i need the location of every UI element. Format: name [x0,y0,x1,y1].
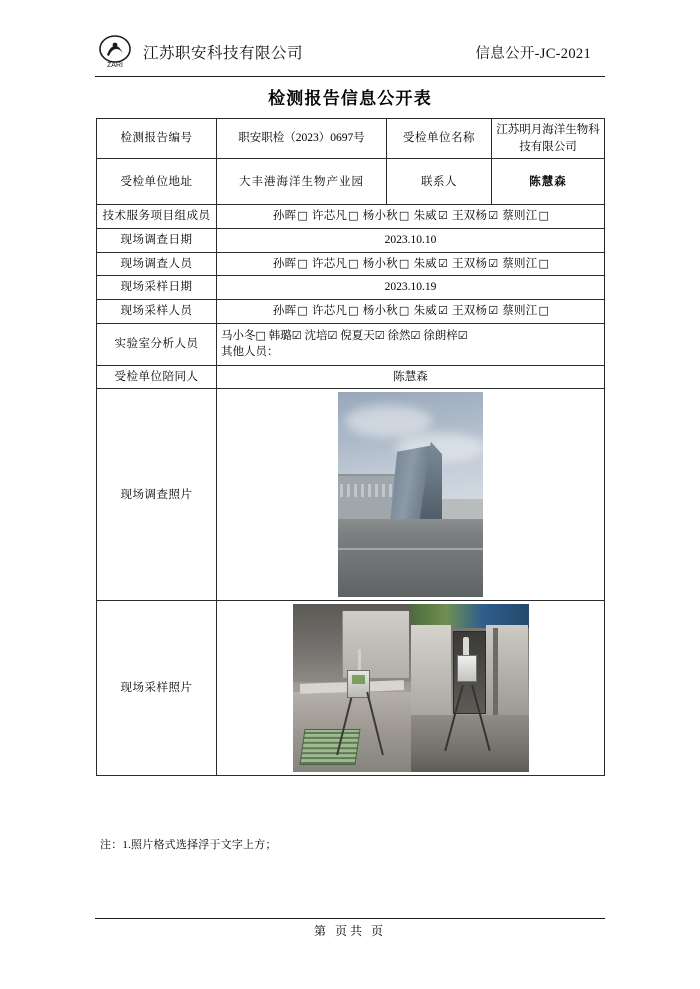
person-checkbox[interactable]: ☑ [457,328,468,342]
sampling-staff-list [217,300,605,324]
person-checkbox[interactable]: ☑ [488,304,499,318]
team-label: 技术服务项目组成员 [97,205,217,229]
table-row [97,365,605,389]
person-checkbox[interactable]: ☑ [327,328,338,342]
sampling-photo-right [411,604,529,772]
lab-staff-label: 实验室分析人员 [97,323,217,365]
table-row [97,300,605,324]
person-checkbox[interactable]: □ [538,209,550,223]
table-row-sampling-photo [97,601,605,776]
person-name: 沈培 [304,329,328,342]
table-row [97,229,605,253]
person-checkbox[interactable]: ☑ [437,256,449,270]
document-code: 信息公开-JC-2021 [475,45,591,62]
escort-label: 受检单位陪同人 [97,365,217,389]
photo-wall-left [411,625,451,722]
person-checkbox[interactable]: □ [398,209,410,223]
company-name: 江苏职安科技有限公司 [143,45,304,62]
person-checkbox[interactable]: □ [348,209,359,223]
photo-road-line [338,548,483,550]
survey-staff-list [217,252,605,276]
person-checkbox[interactable]: ☑ [374,328,385,342]
person-checkbox[interactable]: ☑ [488,256,499,270]
survey-date-value: 2023.10.10 [217,229,605,253]
person-checkbox[interactable]: □ [398,256,410,270]
photo-ground [338,519,483,597]
person-name: 朱威 [413,210,437,223]
person-name: 徐朗梓 [423,329,458,342]
table-row [97,119,605,159]
client-address-value: 大丰港海洋生物产业园 [217,159,387,205]
person-name: 徐然 [387,329,411,342]
footer-divider [95,918,605,919]
page-header [95,28,605,77]
contact-label: 联系人 [387,159,492,205]
person-checkbox[interactable]: □ [538,256,550,270]
person-name: 许芯凡 [312,305,348,318]
table-row [97,159,605,205]
sampler-instrument [457,655,477,682]
person-checkbox[interactable]: □ [538,304,550,318]
person-name: 倪夏天 [340,329,375,342]
company-brand [95,35,303,69]
sampling-date-label: 现场采样日期 [97,276,217,300]
survey-photo-image [338,392,483,597]
person-checkbox[interactable]: □ [348,256,359,270]
photo-pipe [493,628,498,715]
person-name: 朱威 [413,257,437,270]
sampler-instrument [347,670,370,698]
sampler-screen [352,675,365,684]
person-name: 孙晖 [272,210,297,223]
person-name: 杨小秋 [362,257,398,270]
person-name: 孙晖 [272,305,297,318]
person-name: 许芯凡 [312,210,348,223]
table-row [97,276,605,300]
survey-date-label: 现场调查日期 [97,229,217,253]
footnote: 注：1.照片格式选择浮于文字上方； [100,839,277,851]
client-name-label: 受检单位名称 [387,119,492,159]
person-name: 韩璐 [268,329,292,342]
survey-photo-label: 现场调查照片 [97,389,217,601]
person-checkbox[interactable]: □ [348,304,359,318]
sampling-date-value: 2023.10.19 [217,276,605,300]
person-checkbox[interactable]: ☑ [410,328,421,342]
client-name-value: 江苏明月海洋生物科技有限公司 [492,119,605,159]
report-no-value: 职安职检（2023）0697号 [217,119,387,159]
page-title: 检测报告信息公开表 [268,89,432,108]
report-no-label: 检测报告编号 [97,119,217,159]
escort-value: 陈慧森 [217,365,605,389]
person-name: 杨小秋 [362,210,398,223]
company-logo-icon [95,35,135,69]
person-checkbox[interactable]: ☑ [437,209,449,223]
person-checkbox[interactable]: □ [255,328,266,342]
person-checkbox[interactable]: ☑ [437,304,449,318]
sampling-photo-left [293,604,411,772]
page-footer: 第 页共 页 [313,924,386,938]
lab-staff-list [221,328,600,345]
person-name: 蔡则江 [502,257,538,270]
survey-photo-cell [217,389,605,601]
person-name: 王双杨 [452,257,488,270]
sampling-photo-label: 现场采样照片 [97,601,217,776]
table-row [97,252,605,276]
person-name: 杨小秋 [362,305,398,318]
survey-staff-label: 现场调查人员 [97,252,217,276]
person-checkbox[interactable]: ☑ [291,328,302,342]
person-checkbox[interactable]: ☑ [488,209,499,223]
photo-building-left [338,474,399,521]
table-row [97,205,605,229]
sampling-photo-cell [217,601,605,776]
person-name: 蔡则江 [502,210,538,223]
person-name: 朱威 [413,305,437,318]
sampler-tripod [446,655,488,752]
sampler-tripod [337,668,382,755]
person-checkbox[interactable]: □ [297,209,308,223]
report-info-table [96,118,605,776]
person-checkbox[interactable]: □ [297,304,308,318]
team-members-list [217,205,605,229]
sampling-staff-label: 现场采样人员 [97,300,217,324]
person-name: 孙晖 [272,257,297,270]
sampling-photo-pair [293,604,529,772]
person-name: 王双杨 [452,305,488,318]
lab-staff-cell [217,323,605,365]
person-checkbox[interactable]: □ [398,304,410,318]
svg-text:ZARI: ZARI [107,62,123,69]
client-address-label: 受检单位地址 [97,159,217,205]
table-row [97,323,605,365]
person-name: 许芯凡 [312,257,348,270]
person-name: 王双杨 [452,210,488,223]
person-checkbox[interactable]: □ [297,256,308,270]
other-staff-label: 其他人员： [221,346,279,359]
contact-value: 陈慧森 [492,159,605,205]
person-name: 马小冬 [221,329,256,342]
person-name: 蔡则江 [502,305,538,318]
table-row-survey-photo [97,389,605,601]
